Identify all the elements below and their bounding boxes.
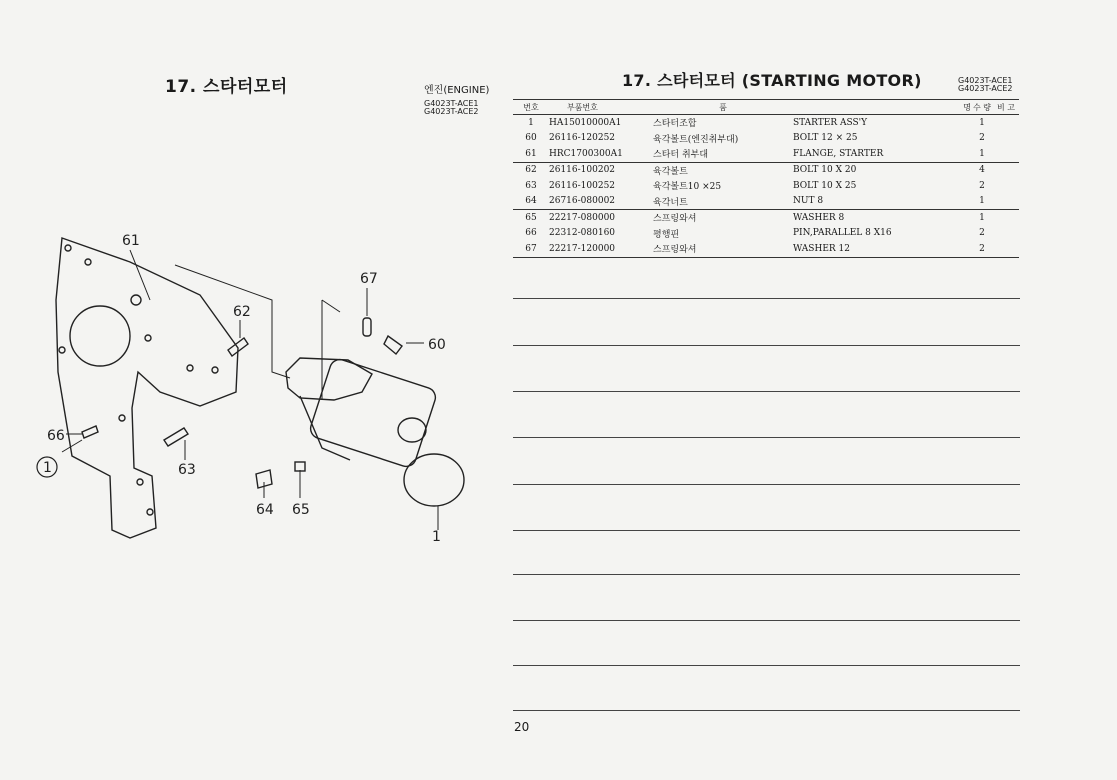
row-part-no: HA15010000A1 [549,117,622,128]
blank-rule [513,391,1020,392]
left-page-title: 17. 스타터모터 [165,77,288,97]
header-name-a: 품 [653,100,793,115]
row-name-kr: 육각볼트(엔진취부대) [653,134,739,145]
row-name-kr: 스프링와셔 [653,214,697,225]
starter-flange-plate [56,238,238,538]
row-no: 63 [525,180,537,191]
callout-60: 60 [428,337,446,353]
blank-rule [513,710,1020,711]
bolt-60 [384,336,402,354]
starter-end-cap [404,454,464,506]
exploded-parts-diagram [0,0,510,580]
page-number: 20 [514,720,530,734]
row-name-en: FLANGE, STARTER [793,146,971,162]
washer-65 [295,462,305,471]
row-qty: 2 [971,241,993,257]
blank-rule [513,484,1020,485]
right-page-title: 17. 스타터모터 (STARTING MOTOR) [622,71,922,90]
pin-66 [82,426,98,438]
row-remarks [993,131,1019,147]
row-no: 66 [525,228,537,239]
row-remarks [993,115,1019,131]
row-qty: 2 [979,133,985,144]
row-part-no: 26116-100202 [549,165,616,176]
blank-rule [513,665,1020,666]
row-part-no: 26116-100252 [549,180,616,191]
row-no: 64 [513,194,549,210]
row-name-en: BOLT 12 × 25 [793,133,858,144]
callout-67: 67 [360,271,378,287]
right-model-list [958,77,1012,93]
header-remarks: 비 고 [993,100,1019,115]
blank-rule [513,437,1020,438]
callout-62: 62 [233,304,251,320]
row-no: 65 [525,212,537,223]
section-label: 엔진(ENGINE) [424,85,490,96]
row-name-kr: 육각볼트 [653,166,688,177]
row-remarks [993,146,1019,162]
header-part-no: 부품번호 [549,100,653,115]
row-no: 61 [513,146,549,162]
blank-rule [513,620,1020,621]
row-name-en: NUT 8 [793,194,971,210]
model-code: G4023T-ACE1 [424,99,479,108]
blank-rule [513,530,1020,531]
row-part-no: 22312-080160 [549,228,616,239]
row-no: 60 [525,133,537,144]
parts-table-header [513,100,1019,115]
header-name-b: 명 [793,100,971,115]
row-qty: 1 [979,212,985,223]
table-row [513,194,1019,210]
row-qty: 1 [979,117,985,128]
table-row [513,115,1019,131]
row-name-en: WASHER 8 [793,212,845,223]
table-row [513,241,1019,257]
row-name-kr: 스타터조합 [653,119,697,130]
row-name-en: BOLT 10 X 20 [793,165,857,176]
row-qty: 1 [971,194,993,210]
row-name-en: BOLT 10 X 25 [793,180,857,191]
row-name-kr: 육각볼트10 ×25 [653,182,722,193]
row-name-en: STARTER ASS'Y [793,117,868,128]
row-name-en: PIN,PARALLEL 8 X16 [793,228,892,239]
table-row [513,210,1019,226]
row-part-no: 22217-120000 [549,241,653,257]
model-code: G4023T-ACE2 [958,84,1013,93]
row-remarks [993,194,1019,210]
row-part-no: 22217-080000 [549,212,616,223]
row-part-no: 26716-080002 [549,194,653,210]
callout-64: 64 [256,502,274,518]
row-remarks [993,241,1019,257]
table-row [513,226,1019,242]
callout-1-circled: 1 [43,460,52,476]
row-name-en: WASHER 12 [793,241,971,257]
row-name-kr: 육각너트 [653,194,793,210]
blank-rule [513,298,1020,299]
washer-67 [363,318,371,336]
parts-table [513,99,1019,258]
flange-bore [70,306,130,366]
row-no: 67 [513,241,549,257]
row-remarks [993,226,1019,242]
model-code: G4023T-ACE1 [958,76,1013,85]
blank-rule [513,574,1020,575]
starter-body [308,357,438,469]
table-row [513,162,1019,178]
table-row [513,131,1019,147]
blank-rule [513,345,1020,346]
row-part-no: 26116-120252 [549,133,616,144]
row-remarks [993,162,1019,178]
callout-65: 65 [292,502,310,518]
row-qty: 1 [971,146,993,162]
callout-66: 66 [47,428,65,444]
row-part-no: HRC1700300A1 [549,146,653,162]
row-qty: 4 [979,165,985,176]
header-qty: 수 량 [971,100,993,115]
row-remarks [993,210,1019,226]
row-no: 1 [528,117,534,128]
callout-1: 1 [432,529,441,545]
row-qty: 2 [979,228,985,239]
row-name-kr: 스타터 취부대 [653,146,793,162]
table-row [513,146,1019,162]
model-code: G4023T-ACE2 [424,107,479,116]
row-qty: 2 [979,180,985,191]
row-no: 62 [525,165,537,176]
row-name-kr: 스프링와셔 [653,241,793,257]
callout-61: 61 [122,233,140,249]
starter-mount [286,358,372,400]
bolt-63 [164,428,188,446]
header-no: 번호 [513,100,549,115]
row-remarks [993,178,1019,194]
table-row [513,178,1019,194]
callout-63: 63 [178,462,196,478]
row-name-kr: 평행핀 [653,229,680,240]
